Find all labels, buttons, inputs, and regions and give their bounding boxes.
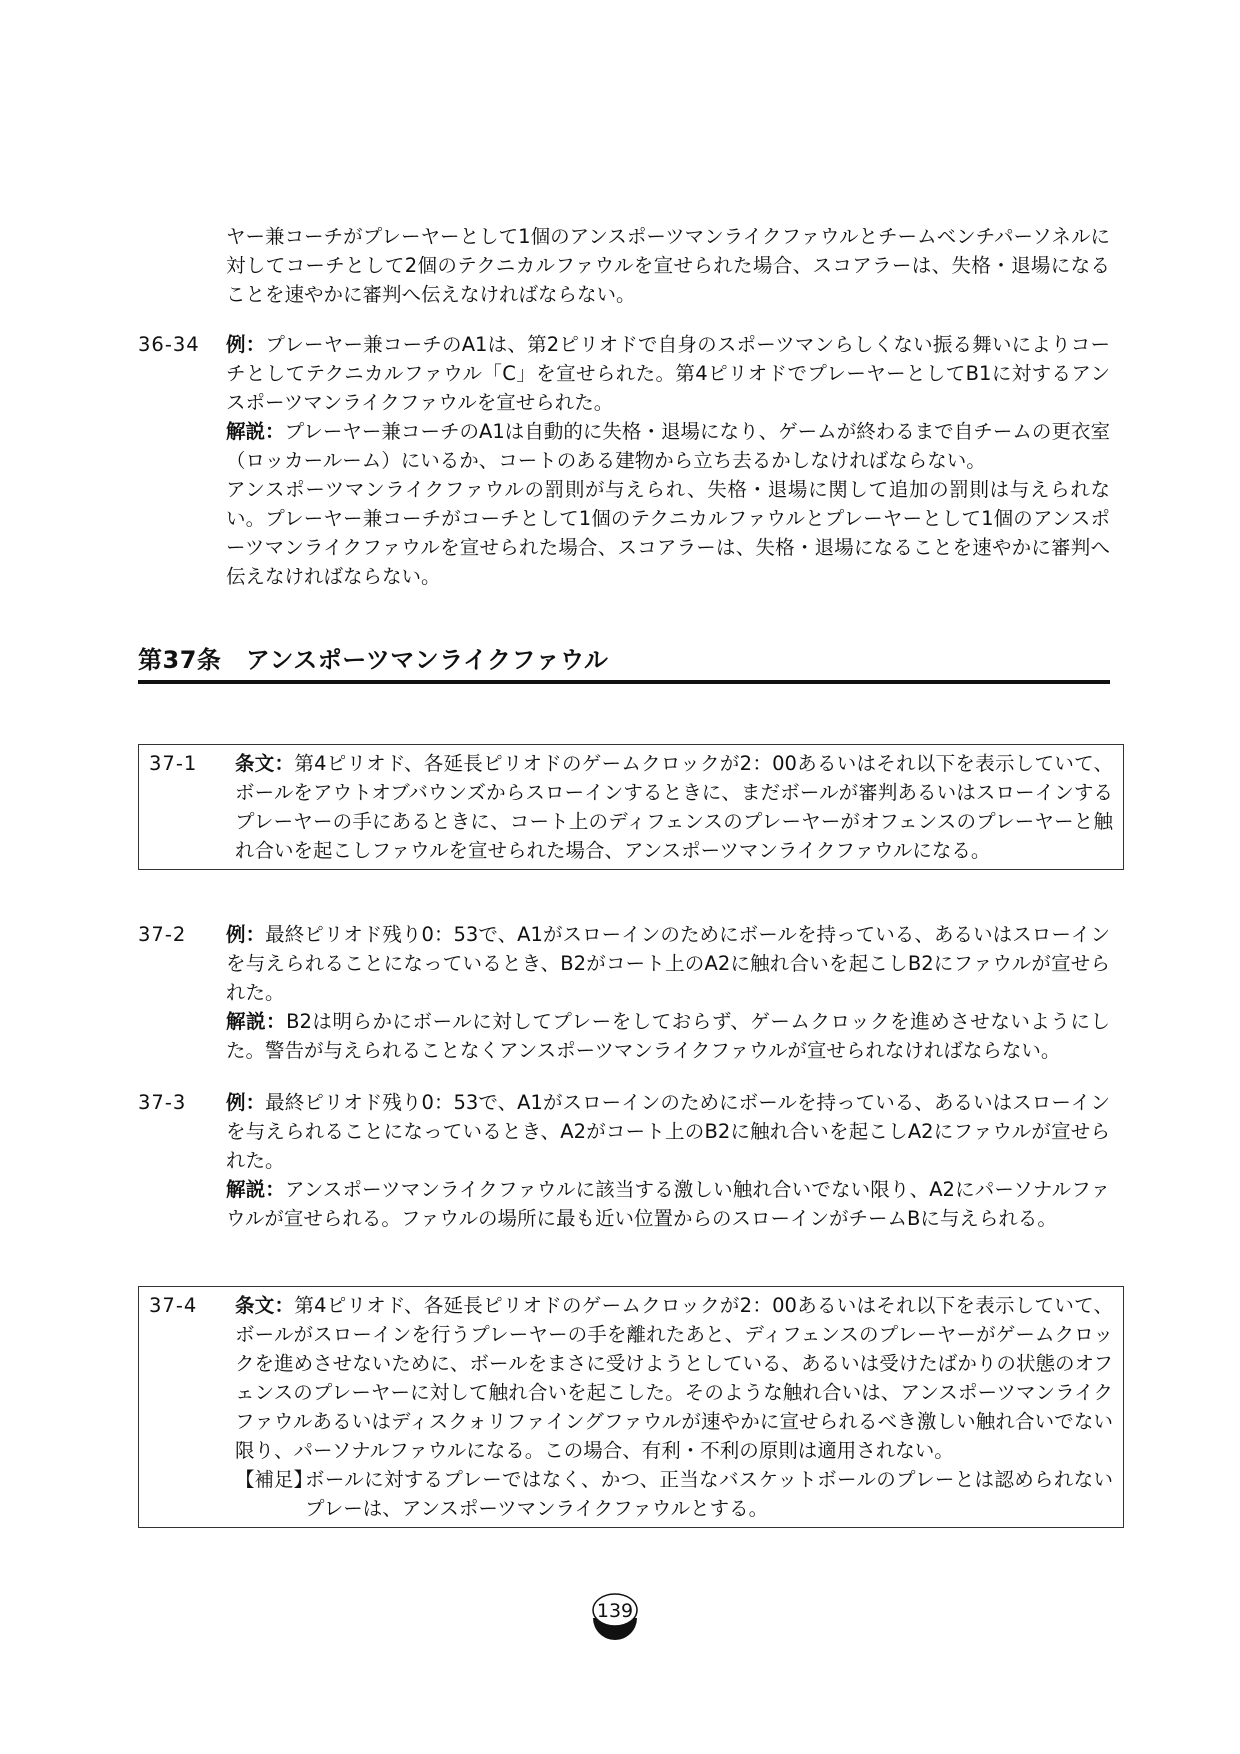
supplement [235,1465,1113,1523]
item-number: 37-4 [149,1294,198,1317]
example-label: 例： [226,1091,266,1114]
heading-divider [138,680,1110,684]
page-number-badge [590,1588,640,1644]
supplement-text: ボールに対するプレーではなく、かつ、正当なバスケットボールのプレーとは認められないプレーは、アンスポーツマンライクファウルとする。 [305,1468,1113,1520]
item-36-34 [138,330,1110,591]
article-text: 第4ピリオド、各延長ピリオドのゲームクロックが2：00あるいはそれ以下を表示していて、ボールをアウトオブバウンズからスローインするときに、まだボールが審判あるいはスローインするプレーヤーの手にあるときに、コート上のディフェンスのプレーヤーがオフェンスのプレーヤーと触れ合いを起こしファウルを宣せられた場合、アンスポーツマンライクファウルになる。 [235,752,1113,862]
continuation-text: ヤー兼コーチがプレーヤーとして1個のアンスポーツマンライクファウルとチームベンチパーソネルに対してコーチとして2個のテクニカルファウルを宣せられた場合、スコアラーは、失格・退場になることを速やかに審判へ伝えなければならない。 [226,225,1110,306]
item-content [226,920,1110,1065]
example-text: 最終ピリオド残り0：53で、A1がスローインのためにボールを持っている、あるいはスローインを与えられることになっているとき、B2がコート上のA2に触れ合いを起こしB2にファウルが宣せられた。 [226,923,1110,1004]
explanation-label: 解説： [226,1178,285,1201]
article-label: 条文： [235,1294,295,1317]
example-text: プレーヤー兼コーチのA1は、第2ピリオドで自身のスポーツマンらしくない振る舞いによりコーチとしてテクニカルファウル「C」を宣せられた。第4ピリオドでプレーヤーとしてB1に対するアンスポーツマンライクファウルを宣せられた。 [226,333,1110,414]
example-label: 例： [226,333,266,356]
item-content [235,749,1113,865]
explanation-label: 解説： [226,1010,287,1033]
item-number: 36-34 [138,333,200,356]
item-content [226,330,1110,591]
item-number: 37-3 [138,1091,187,1114]
article-text: 第4ピリオド、各延長ピリオドのゲームクロックが2：00あるいはそれ以下を表示していて、ボールがスローインを行うプレーヤーの手を離れたあと、ディフェンスのプレーヤーがゲームクロックを進めさせないために、ボールをまさに受けようとしている、あるいは受けたばかりの状態のオフェンスのプレーヤーに対して触れ合いを起こした。そのような触れ合いは、アンスポーツマンライクファウルあるいはディスクォリファイングファウルが速やかに宣せられるべき激しい触れ合いでない限り、パーソナルファウルになる。この場合、有利・不利の原則は適用されない。 [235,1294,1113,1462]
section-heading: 第37条 アンスポーツマンライクファウル [138,646,609,674]
explanation-text: プレーヤー兼コーチのA1は自動的に失格・退場になり、ゲームが終わるまで自チームの更衣室（ロッカールーム）にいるか、コートのある建物から立ち去るかしなければならない。 [226,420,1110,472]
item-content [235,1291,1113,1523]
example-text: 最終ピリオド残り0：53で、A1がスローインのためにボールを持っている、あるいはスローインを与えられることになっているとき、A2がコート上のB2に触れ合いを起こしA2にファウルが宣せられた。 [226,1091,1110,1172]
page-number: 139 [596,1600,634,1622]
continuation-block [138,222,1110,309]
explanation-text: B2は明らかにボールに対してプレーをしておらず、ゲームクロックを進めさせないようにした。警告が与えられることなくアンスポーツマンライクファウルが宣せられなければならない。 [226,1010,1110,1062]
item-37-2 [138,920,1110,1065]
example-label: 例： [226,923,266,946]
item-number: 37-1 [149,752,198,775]
explanation-text: アンスポーツマンライクファウルに該当する激しい触れ合いでない限り、A2にパーソナルファウルが宣せられる。ファウルの場所に最も近い位置からのスローインがチームBに与えられる。 [226,1178,1110,1230]
item-37-1-box [138,744,1124,870]
item-37-3 [138,1088,1110,1233]
item-content [226,1088,1110,1233]
article-label: 条文： [235,752,295,775]
supplement-label: 【補足】 [235,1468,314,1491]
explanation-label: 解説： [226,420,285,443]
item-37-4-box [138,1286,1124,1528]
explanation-text-2: アンスポーツマンライクファウルの罰則が与えられ、失格・退場に関して追加の罰則は与えられない。プレーヤー兼コーチがコーチとして1個のテクニカルファウルとプレーヤーとして1個のアンスポーツマンライクファウルを宣せられた場合、スコアラーは、失格・退場になることを速やかに審判へ伝えなければならない。 [226,478,1110,588]
item-number: 37-2 [138,923,187,946]
